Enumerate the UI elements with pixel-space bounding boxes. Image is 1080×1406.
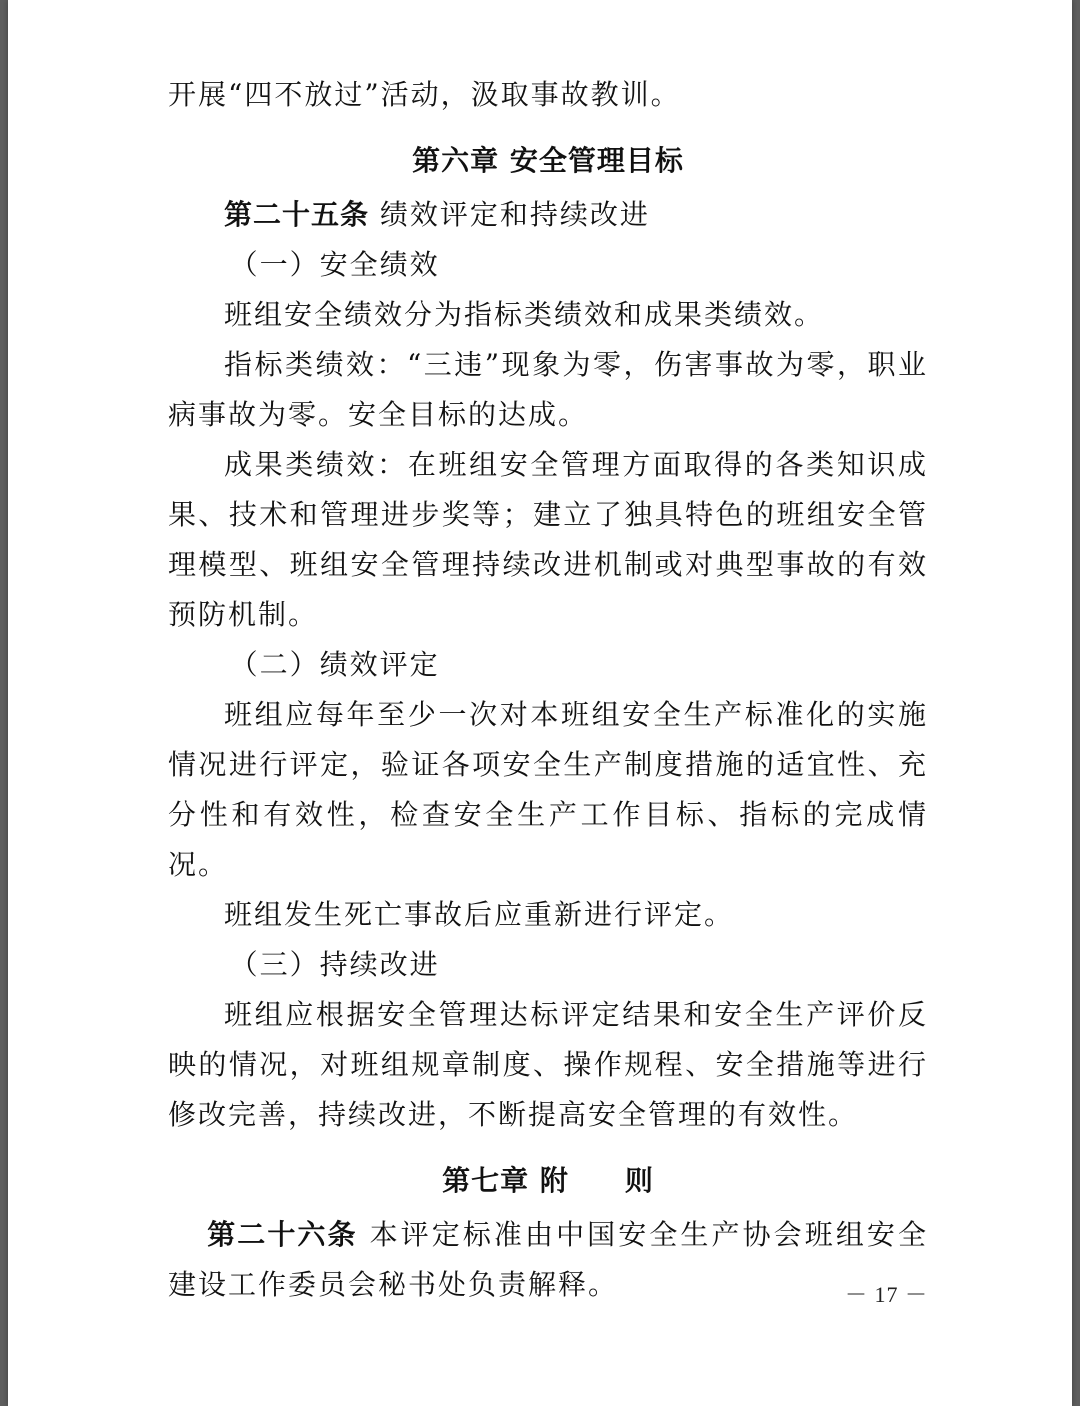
document-page: [8, 0, 1072, 1406]
chapter-seven-heading-part-2: 则: [624, 1164, 654, 1197]
chapter-seven-heading-part-1: 第七章 附: [442, 1164, 569, 1197]
page-text: [168, 70, 928, 1310]
article-25-title: 绩效评定和持续改进: [379, 198, 650, 231]
article-26: [168, 1210, 928, 1310]
section-2-paragraph-1: 班组应每年至少一次对本班组安全生产标准化的实施情况进行评定，验证各项安全生产制度措施的适宜性、充分性和有效性，检查安全生产工作目标、指标的完成情况。: [168, 698, 928, 881]
article-25: [168, 190, 928, 240]
article-25-number: 第二十五条: [224, 198, 370, 231]
section-3-paragraph-1: 班组应根据安全管理达标评定结果和安全生产评价反映的情况，对班组规章制度、操作规程、安全措施等进行修改完善，持续改进，不断提高安全管理的有效性。: [168, 998, 928, 1131]
section-1-title: （一）安全绩效: [229, 248, 440, 281]
article-26-number: 第二十六条: [207, 1218, 358, 1251]
page-number: － 17 －: [844, 1282, 928, 1307]
section-1-paragraph-3: 成果类绩效：在班组安全管理方面取得的各类知识成果、技术和管理进步奖等；建立了独具特色的班组安全管理模型、班组安全管理持续改进机制或对典型事故的有效预防机制。: [168, 448, 928, 631]
chapter-seven-heading: [168, 1156, 928, 1206]
section-1-paragraph-2: 指标类绩效：“三违”现象为零，伤害事故为零，职业病事故为零。安全目标的达成。: [168, 348, 928, 431]
section-2-title: （二）绩效评定: [229, 648, 440, 681]
section-2-paragraph-2: 班组发生死亡事故后应重新进行评定。: [224, 898, 735, 931]
section-1-paragraph-1: 班组安全绩效分为指标类绩效和成果类绩效。: [224, 298, 825, 331]
article-26-text: 本评定标准由中国安全生产协会班组安全建设工作委员会秘书处负责解释。: [168, 1218, 928, 1301]
intro-line: 开展“四不放过”活动，汲取事故教训。: [168, 78, 681, 111]
section-3-title: （三）持续改进: [229, 948, 440, 981]
chapter-six-heading: 第六章 安全管理目标: [412, 144, 684, 177]
